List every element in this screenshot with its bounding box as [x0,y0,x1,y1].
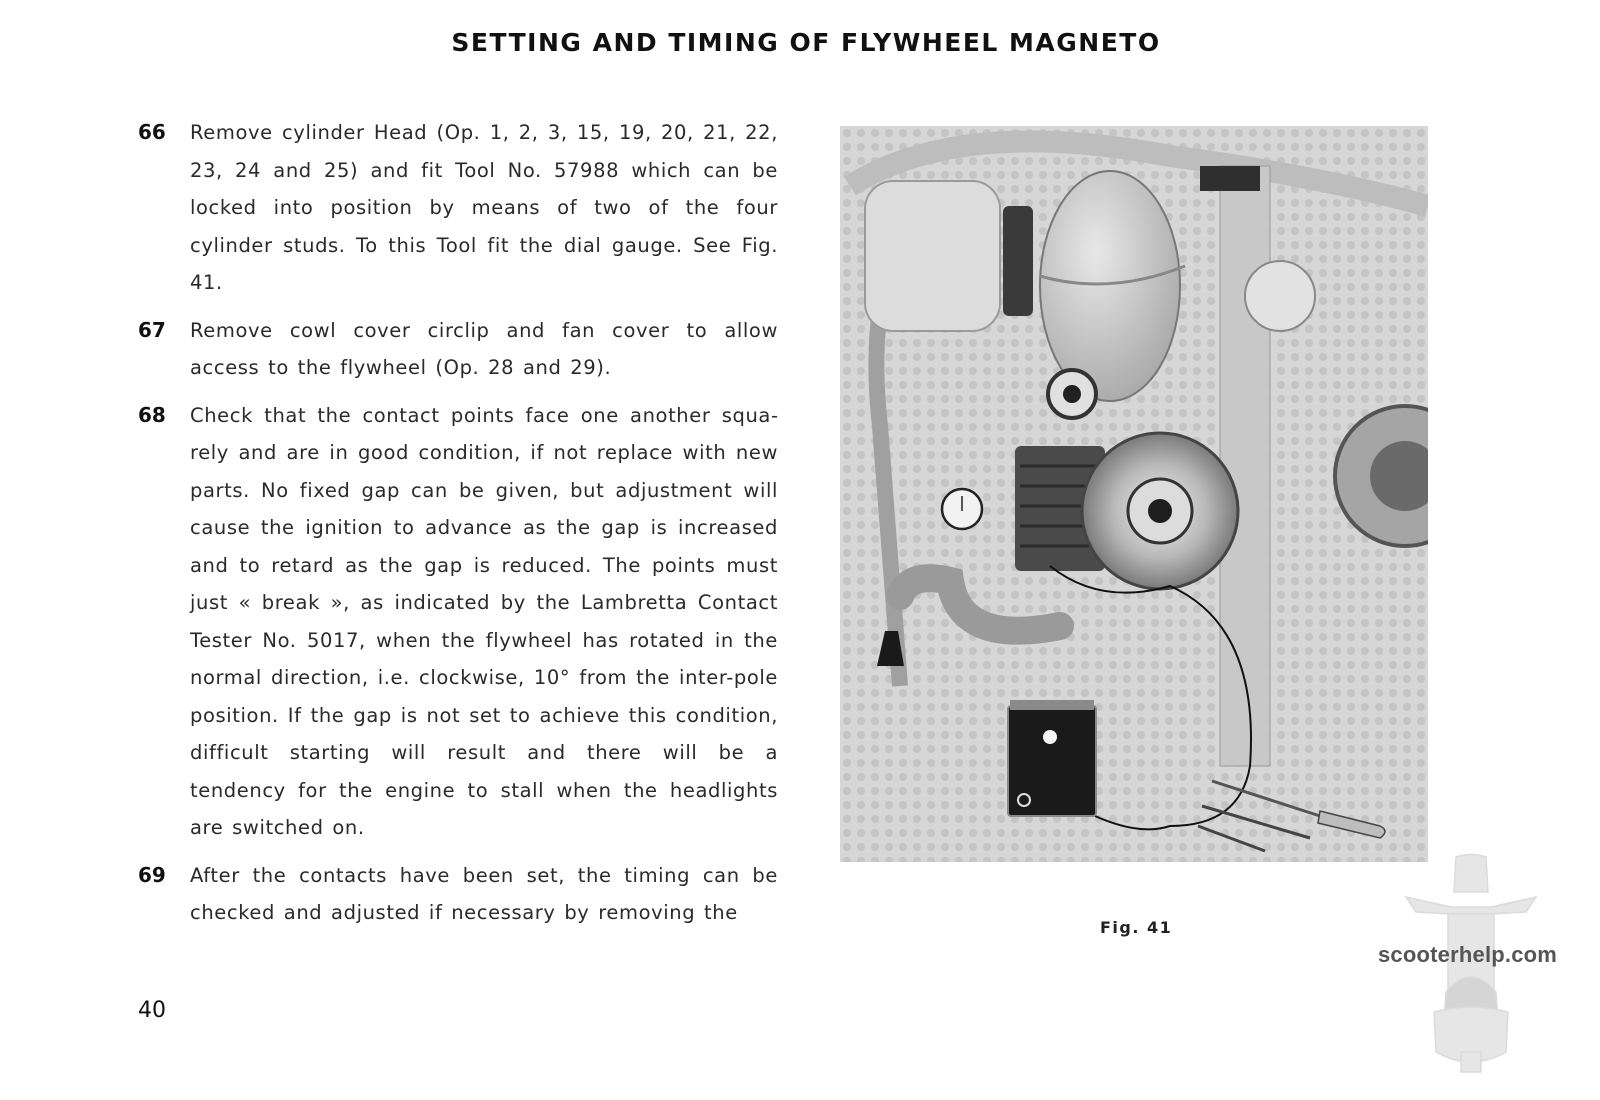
contact-tester-box [1008,706,1096,816]
operation-number: 67 [138,317,166,342]
operation-number: 66 [138,120,166,144]
page-number: 40 [138,998,166,1023]
operation-text: Remove cowl cover circlip and fan cover to allow access to the flywheel (Op. 28 and 29). [190,318,778,379]
engine-photo-illustration [840,126,1428,862]
operation-text: Remove cylinder Head (Op. 1, 2, 3, 15, 19, 20, 21, 22, 23, 24 and 25) and fit Tool No. 57988 which can be locked into position by means of two of the four cylinder studs. To this Tool fit the dial gauge. See Fig. 41. [190,121,778,294]
operation-number: 68 [138,402,166,427]
tester-lamp [1043,730,1057,744]
pulley [1245,261,1315,331]
operation-text: Check that the contact points face one another squarely and are in good condition, if not replace with new parts. No fixed gap can be given, but adjustment will cause the ignition to advance as the gap is increased and to retard as the gap is reduced. The points must just « break », as indicated by the Lambretta Contact Tester No. 5017, when the flywheel has rotated in the normal direction, i.e. clockwise, 10° from the inter-pole position. If the gap is not set to achieve this condition, difficult starting will result and there will be a tendency for the engine to stall when the headlights are switched on. [190,403,778,839]
coil-component [1003,206,1033,316]
frame-column [1220,166,1270,766]
operation-67 [138,312,778,387]
operation-number: 69 [138,862,166,887]
operation-66 [138,114,778,302]
fuel-tank [1040,171,1180,401]
text-column [138,114,778,942]
watermark-text: scooterhelp.com [1378,942,1558,967]
figure-caption: Fig. 41 [1100,918,1173,937]
operation-text: After the contacts have been set, the timing can be checked and adjusted if necessary by removing the [190,863,778,924]
side-panel [865,181,1000,331]
operation-68 [138,397,778,847]
page-title: SETTING AND TIMING OF FLYWHEEL MAGNETO [451,28,1161,57]
operation-69 [138,857,778,932]
figure-41-photo [840,126,1428,862]
